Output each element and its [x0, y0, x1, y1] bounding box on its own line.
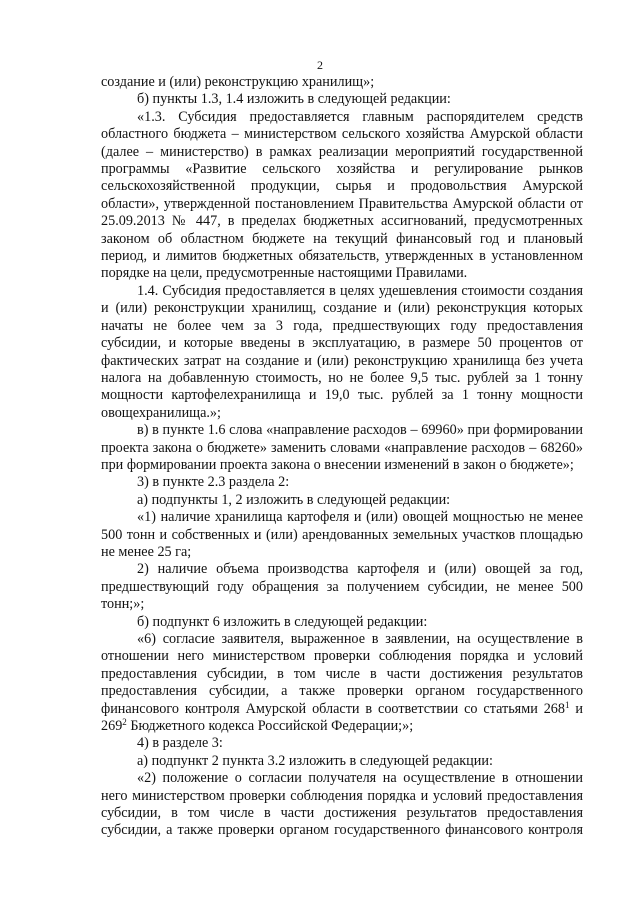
paragraph-p06: 3) в пункте 2.3 раздела 2: [137, 474, 290, 491]
paragraph-p01: создание и (или) реконструкцию хранилищ»; [101, 74, 375, 90]
paragraph-p03: «1.3. Субсидия предоставляется главным распорядителем средств областного бюджета – министерством сельского хозяйства Амурской области (далее – министерство) в рамках реализации мероприятий государственной программы «Развитие сельского хозяйства и регулирование рынков сельскохозяйственной продукции, сырья и продовольствия Амурской области», утвержденной постановлением Правительства Амурской области от 25.09.2013 № 447, в пределах бюджетных ассигнований, предусмотренных законом об областном бюджете на текущий финансовый год и плановый период, и лимитов бюджетных обязательств, утвержденных в установленном порядке на цели, предусмотренные настоящими Правилами. [101, 108, 583, 282]
paragraph-p10: б) подпункт 6 изложить в следующей редакции: [137, 613, 428, 630]
paragraph-p08: «1) наличие хранилища картофеля и (или) овощей мощностью не менее 500 тонн и собственных и (или) арендованных земельных участков площадью не менее 25 га; [101, 509, 583, 560]
document-body [101, 74, 583, 840]
paragraph-p02: б) пункты 1.3, 1.4 изложить в следующей редакции: [137, 91, 451, 108]
paragraph-p09: 2) наличие объема производства картофеля и (или) овощей за год, предшествующий году обращения за получением субсидии, не менее 500 тонн;»; [101, 561, 583, 613]
paragraph-p13: а) подпункт 2 пункта 3.2 изложить в следующей редакции: [137, 752, 493, 769]
paragraph-p07: а) подпункты 1, 2 изложить в следующей редакции: [137, 491, 451, 508]
paragraph-p12: 4) в разделе 3: [137, 735, 223, 752]
superscript-1: 1 [564, 699, 570, 710]
paragraph-p05: в) в пункте 1.6 слова «направление расходов – 69960» при формировании проекта закона о бюджете» заменить словами «направление расходов – 68260» при формировании проекта закона о внесении изменений в закон о бюджете»; [101, 422, 583, 473]
paragraph-p04: 1.4. Субсидия предоставляется в целях удешевления стоимости создания и (или) реконструкции хранилищ, создание и (или) реконструкция которых начаты не более чем за 3 года, предшествующих году предоставления субсидии, и которые введены в эксплуатацию, в размере 50 процентов от фактических затрат на создание и (или) реконструкцию хранилища без учета налога на добавленную стоимость, но не более 9,5 тыс. рублей за 1 тонну мощности картофелехранилища и 19,0 тыс. рублей за 1 тонну мощности овощехранилища.»; [101, 282, 583, 421]
paragraph-p11-tail: Бюджетного кодекса Российской Федерации;»; [126, 718, 414, 735]
superscript-2: 2 [122, 717, 127, 728]
paragraph-p11 [101, 631, 583, 735]
paragraph-p11-mid: и 269 [101, 700, 583, 735]
paragraph-p14: «2) положение о согласии получателя на осуществление в отношении него министерством проверки соблюдения порядка и условий предоставления субсидии, в том числе в части достижения результатов предоставления субсидии, а также проверки органом государственного финансового контроля [101, 770, 583, 839]
paragraph-p11-text: «6) согласие заявителя, выраженное в заявлении, на осуществление в отношении него министерством проверки соблюдения порядка и условий предоставления субсидии, в том числе в части достижения результатов предоставления субсидии, а также проверки органом государственного финансового контроля Амурской области в соответствии со статьями 268 [101, 631, 583, 717]
page-number: 2 [317, 58, 323, 72]
